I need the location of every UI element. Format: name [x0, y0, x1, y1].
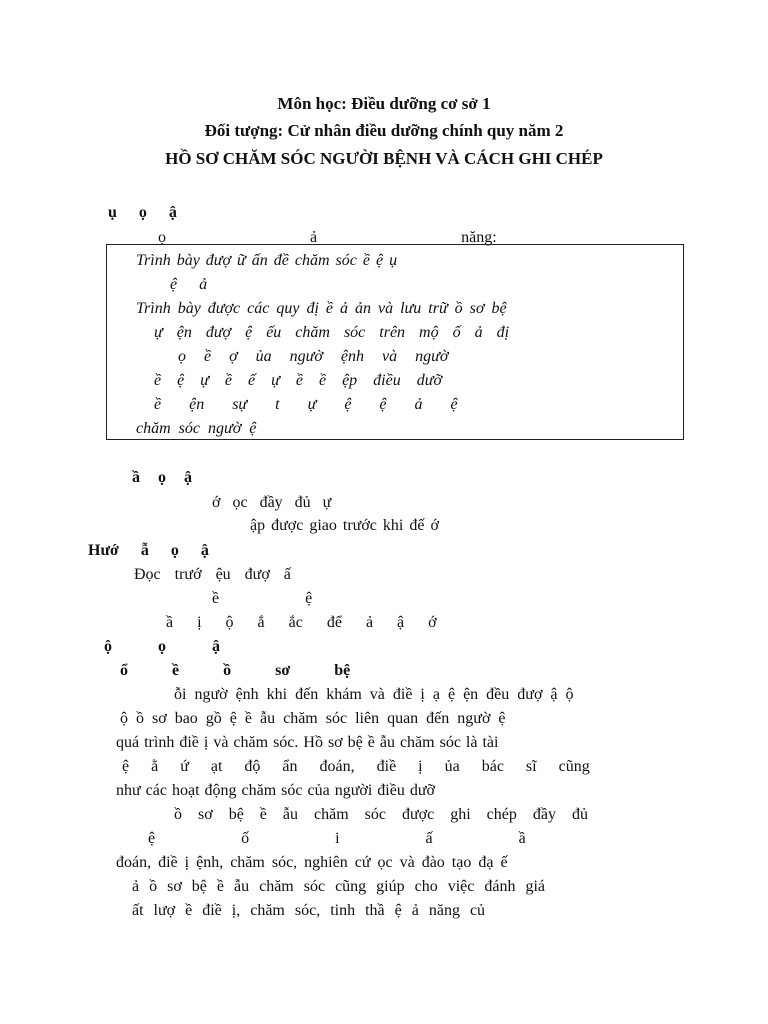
document-title: HỒ SƠ CHĂM SÓC NGƯỜI BỆNH VÀ CÁCH GHI CHÉP [165, 149, 603, 168]
objective-line-2: ệ ả [170, 276, 208, 293]
para2-line-2: ệ ố i ấ ầ [148, 830, 526, 847]
subject-title: Môn học: Điều dưỡng cơ sở 1 [277, 94, 491, 113]
objective-line-7: ề ện sự t ự ệ ệ ả ệ [154, 396, 458, 413]
objective-line-6: ề ệ ự ề ế ự ề ề ệp điều dưỡ [154, 372, 442, 389]
objective-line-8: chăm sóc ngườ ệ [136, 420, 257, 437]
objective-line-4: ự ện đượ ệ ếu chăm sóc trên mộ ố ả đị [154, 324, 510, 341]
audience-title: Đối tượng: Cử nhân điều dưỡng chính quy năm 2 [204, 121, 564, 140]
objective-line-5: ọ ề ợ ủa ngườ ệnh và ngườ [178, 348, 449, 365]
para1-line-4: ệ ằ ứ ạt độ ẩn đoán, điề ị ủa bác sĩ cũng [122, 758, 590, 775]
objectives-intro: ọ ả năng: [158, 229, 497, 246]
guide-line-2: ề ệ [212, 590, 313, 607]
para1-line-5: như các hoạt động chăm sóc của người điều dưỡ [116, 782, 435, 799]
preparation-line-2: ập được giao trước khi đế ớ [250, 517, 439, 534]
preparation-line-1: ớ ọc đầy đủ ự [212, 494, 332, 511]
para1-line-1: ỗi ngườ ệnh khi đến khám và điề ị ạ ệ ện đều đượ ậ ộ [174, 686, 574, 703]
para2-line-5: ất lượ ề điề ị, chăm sóc, tinh thầ ệ ả năng củ [132, 902, 486, 919]
section-title: ổ ề ồ sơ bệ [120, 662, 351, 679]
guide-heading: Hướ ẫ ọ ậ [88, 542, 209, 559]
para2-line-4: ả ồ sơ bệ ề ẫu chăm sóc cũng giúp cho việc đánh giá [132, 878, 546, 895]
guide-line-1: Đọc trướ ệu đượ ấ [134, 566, 291, 583]
preparation-heading: ầ ọ ậ [132, 469, 192, 486]
objective-line-1: Trình bày đượ ữ ấn đề chăm sóc ề ệ ụ [136, 252, 398, 269]
para2-line-3: đoán, điề ị ệnh, chăm sóc, nghiên cứ ọc và đào tạo đạ ế [116, 854, 508, 871]
para1-line-2: ộ ồ sơ bao gồ ệ ề ẫu chăm sóc liên quan đến ngườ ệ [120, 710, 506, 727]
guide-line-3: ầ ị ộ ắ ắc để ả ậ ớ [166, 614, 437, 631]
objectives-heading: ụ ọ ậ [108, 204, 177, 221]
para1-line-3: quá trình điề ị và chăm sóc. Hồ sơ bệ ề ẫu chăm sóc là tài [116, 734, 499, 751]
content-heading: ộ ọ ậ [104, 638, 220, 655]
para2-line-1: ồ sơ bệ ề ẫu chăm sóc được ghi chép đầy đủ [174, 806, 588, 823]
objective-line-3: Trình bày được các quy đị ề ả ản và lưu trữ ồ sơ bệ [136, 300, 507, 317]
